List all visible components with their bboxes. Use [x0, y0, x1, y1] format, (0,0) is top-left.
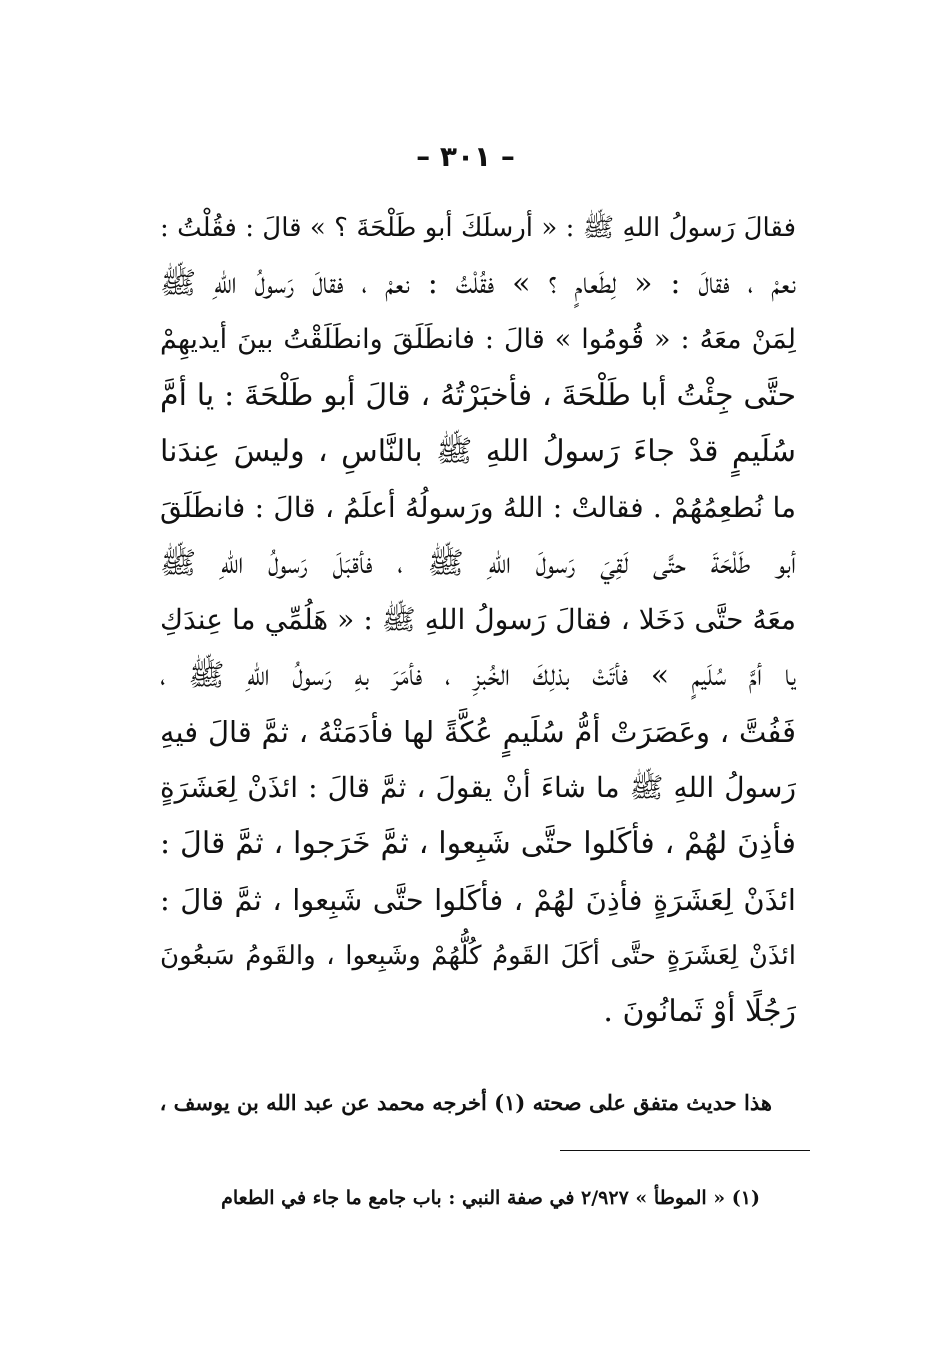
body-line: أبو طَلْحَةَ حتَّى لَقِيَ رَسولَ اللهِ ﷺ ، فأقبَلَ رَسولُ اللهِ ﷺ — [160, 546, 796, 581]
body-line: فقالَ رَسولُ اللهِ ﷺ : « أرسلَكَ أبو طَلْحَةَ ؟ » قالَ : فقُلْتُ : — [160, 213, 796, 243]
footnote-divider — [560, 1150, 810, 1151]
body-line: معَهُ حتَّى دَخَلا ، فقالَ رَسولُ اللهِ ﷺ : « هَلُمِّي ما عِندَكِ — [160, 603, 796, 636]
body-line: ائذَنْ لِعَشَرَةٍ حتَّى أكَلَ القَومُ كُلُّهُمْ وشَبِعوا ، والقَومُ سَبعُونَ — [160, 941, 796, 971]
body-line: رَسولُ اللهِ ﷺ ما شاءَ أنْ يقولَ ، ثمَّ قالَ : ائذَنْ لِعَشَرَةٍ — [160, 771, 796, 804]
body-line: حتَّى جِئْتُ أبا طَلْحَةَ ، فأخبَرْتُهُ ، قالَ أبو طَلْحَةَ : يا أمَّ — [160, 378, 796, 413]
footnote: (١) « الموطأ » ٢/٩٢٧ في صفة النبي : باب جامع ما جاء في الطعام — [221, 1187, 760, 1209]
body-line-last: رَجُلًا أوْ ثَمانُونَ . — [603, 994, 796, 1029]
hadith-body — [160, 200, 796, 1040]
body-line: فَفُتَّ ، وعَصَرَتْ أمُّ سُلَيمٍ عُكَّةً لها فأدَمَتْهُ ، ثمَّ قالَ فيهِ — [160, 715, 796, 749]
body-line: سُلَيمٍ قدْ جاءَ رَسولُ اللهِ ﷺ بالنَّاسِ ، وليسَ عِندَنا — [160, 434, 796, 469]
page-number: – ٣٠١ – — [416, 140, 515, 173]
hadith-grading-note: هذا حديث متفق على صحته (١) أخرجه محمد عن عبد الله بن يوسف ، — [159, 1090, 772, 1115]
body-line: لِمَنْ معَهُ : « قُومُوا » قالَ : فانطَلَقَ وانطَلَقْتُ بينَ أيديهِمْ — [160, 324, 796, 355]
body-line: ائذَنْ لِعَشَرَةٍ فأذِنَ لهُمْ ، فأكَلوا حتَّى شَبِعوا ، ثمَّ قالَ : — [160, 883, 796, 917]
body-line: نعمْ ، فقالَ : « لِطَعامٍ ؟ » فقُلْتُ : نعمْ ، فقالَ رَسولُ اللهِ ﷺ — [160, 266, 796, 301]
body-line: فأذِنَ لهُمْ ، فأكَلوا حتَّى شَبِعوا ، ثمَّ خَرَجوا ، ثمَّ قالَ : — [160, 826, 796, 861]
body-line: ما نُطعِمُهُمْ . فقالتْ : اللهُ ورَسولُهُ أعلَمُ ، قالَ : فانطَلَقَ — [160, 491, 796, 524]
body-line: يا أمَّ سُلَيمٍ » فأتَتْ بذلِكَ الخُبزِ ، فأمَرَ بهِ رَسولُ اللهِ ﷺ ، — [160, 658, 796, 693]
